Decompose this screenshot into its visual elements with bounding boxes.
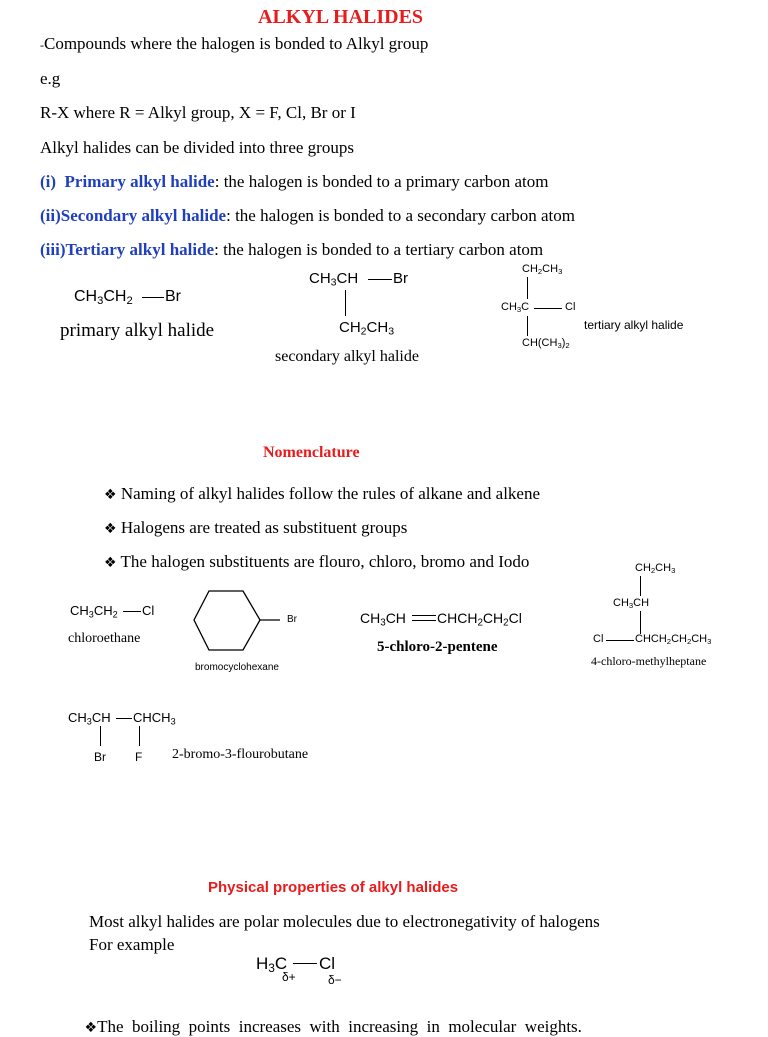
methyl-carbon: $H_3C$	[256, 954, 288, 975]
bromofluorobutane-bond-f	[139, 726, 140, 746]
bromocyclohexane-name: bromocyclohexane	[195, 662, 279, 673]
chloroethane-name: chloroethane	[68, 631, 141, 646]
tertiary-caption: tertiary alkyl halide	[584, 318, 684, 332]
primary-formula: $CH_3CH_2$	[74, 288, 133, 307]
class-secondary-name: Secondary alkyl halide	[60, 206, 227, 225]
rx-line: R-X where R = Alkyl group, X = F, Cl, Br or I	[40, 103, 356, 122]
secondary-halogen: Br	[393, 270, 408, 287]
page-title: ALKYL HALIDES	[258, 6, 424, 28]
chloroethane-bond	[123, 611, 141, 612]
secondary-bond-h	[368, 279, 392, 280]
bromocyclohexane-halogen: Br	[287, 614, 297, 625]
tertiary-bond-bottom	[527, 316, 528, 336]
tertiary-top: $CH_2CH_3$	[522, 263, 563, 276]
bromofluorobutane-left: $CH_3CH$	[68, 710, 111, 727]
chloropentene-name: 5-chloro-2-pentene	[377, 639, 498, 655]
physical-heading: Physical properties of alkyl halides	[208, 879, 459, 896]
bromofluorobutane-bond-h	[116, 718, 132, 719]
bullet-diamond-icon: ❖	[84, 1020, 98, 1036]
bromofluorobutane-bond-br	[100, 726, 101, 746]
polar-bond	[293, 963, 317, 964]
nomenclature-bullet-1	[104, 484, 540, 504]
bullet-diamond-icon: ❖	[104, 487, 117, 503]
bromofluorobutane-br: Br	[94, 750, 106, 764]
physical-bullet-text: The boiling points increases with increasing in molecular weights.	[97, 1017, 582, 1036]
class-primary-desc: : the halogen is bonded to a primary carbon atom	[214, 172, 549, 191]
class-tertiary-name: Tertiary alkyl halide	[65, 240, 215, 259]
polar-halogen: Cl	[319, 954, 336, 973]
chloroheptane-name: 4-chloro-methylheptane	[591, 654, 707, 668]
bromofluorobutane-name: 2-bromo-3-flourobutane	[172, 747, 309, 762]
class-primary-num: (i)	[40, 172, 57, 191]
definition-text: Compounds where the halogen is bonded to Alkyl group	[44, 34, 429, 53]
bullet-diamond-icon: ❖	[104, 521, 117, 537]
secondary-caption: secondary alkyl halide	[275, 348, 419, 365]
delta-plus: δ+	[282, 970, 296, 984]
tertiary-bond-h	[534, 308, 562, 309]
physical-line-2: For example	[89, 935, 175, 954]
tertiary-halogen: Cl	[565, 301, 576, 313]
physical-bullet	[76, 997, 582, 1037]
primary-bond	[142, 297, 164, 298]
delta-minus: δ−	[328, 973, 342, 987]
secondary-formula-bottom: $CH_2CH_3$	[339, 319, 395, 338]
chloropentene-left: $CH_3CH$	[360, 610, 406, 629]
class-secondary-num: (ii)	[40, 206, 61, 225]
class-secondary	[40, 206, 575, 226]
class-tertiary-num: (iii)	[40, 240, 66, 259]
double-bond-top	[412, 615, 436, 616]
bromofluorobutane-f: F	[135, 750, 143, 764]
primary-caption: primary alkyl halide	[60, 320, 215, 341]
chloroheptane-mid: $CH_3CH$	[613, 597, 650, 610]
class-tertiary-desc: : the halogen is bonded to a tertiary carbon atom	[214, 240, 544, 259]
class-secondary-desc: : the halogen is bonded to a secondary carbon atom	[226, 206, 575, 225]
chloroheptane-bond-bottom	[640, 611, 641, 634]
definition-dash: -	[40, 38, 44, 52]
class-primary	[40, 172, 549, 192]
tertiary-bond-top	[527, 277, 528, 299]
secondary-bond-v	[345, 290, 346, 316]
eg-label: e.g	[40, 69, 61, 88]
nomenclature-bullet-text-2: Halogens are treated as substituent groups	[120, 518, 408, 537]
class-primary-name: Primary alkyl halide	[64, 172, 215, 191]
bullet-diamond-icon: ❖	[104, 555, 117, 571]
tertiary-center: $CH_3C$	[501, 301, 530, 314]
chloroheptane-bond-h	[606, 640, 634, 641]
chloroethane-halogen: Cl	[142, 603, 155, 618]
primary-halogen: Br	[165, 288, 181, 305]
chloroethane-formula: $CH_3CH_2$	[70, 603, 118, 620]
nomenclature-bullet-3	[104, 552, 529, 572]
physical-line-1: Most alkyl halides are polar molecules due to electronegativity of halogens	[89, 912, 600, 931]
chloropentene-right: $CHCH_2CH_2Cl$	[437, 610, 522, 629]
definition-line	[40, 34, 428, 54]
nomenclature-bullet-text-3: The halogen substituents are flouro, chloro, bromo and Iodo	[120, 552, 530, 571]
nomenclature-bullet-2	[104, 518, 407, 538]
chloroheptane-bond-top	[640, 576, 641, 596]
cyclohexane-ring	[192, 589, 282, 655]
tertiary-bottom: $CH(CH_3)_2$	[522, 337, 570, 350]
chloroheptane-halogen: Cl	[593, 633, 604, 645]
groups-intro: Alkyl halides can be divided into three groups	[40, 138, 354, 157]
nomenclature-bullet-text-1: Naming of alkyl halides follow the rules of alkane and alkene	[120, 484, 541, 503]
chloroheptane-top: $CH_2CH_3$	[635, 562, 676, 575]
class-tertiary	[40, 240, 543, 260]
double-bond-bottom	[412, 620, 436, 621]
nomenclature-heading: Nomenclature	[263, 444, 360, 461]
secondary-formula-top: $CH_3CH$	[309, 270, 359, 289]
bromofluorobutane-right: $CHCH_3$	[133, 710, 176, 727]
chloroheptane-chain: $CHCH_2CH_2CH_3$	[635, 633, 712, 646]
